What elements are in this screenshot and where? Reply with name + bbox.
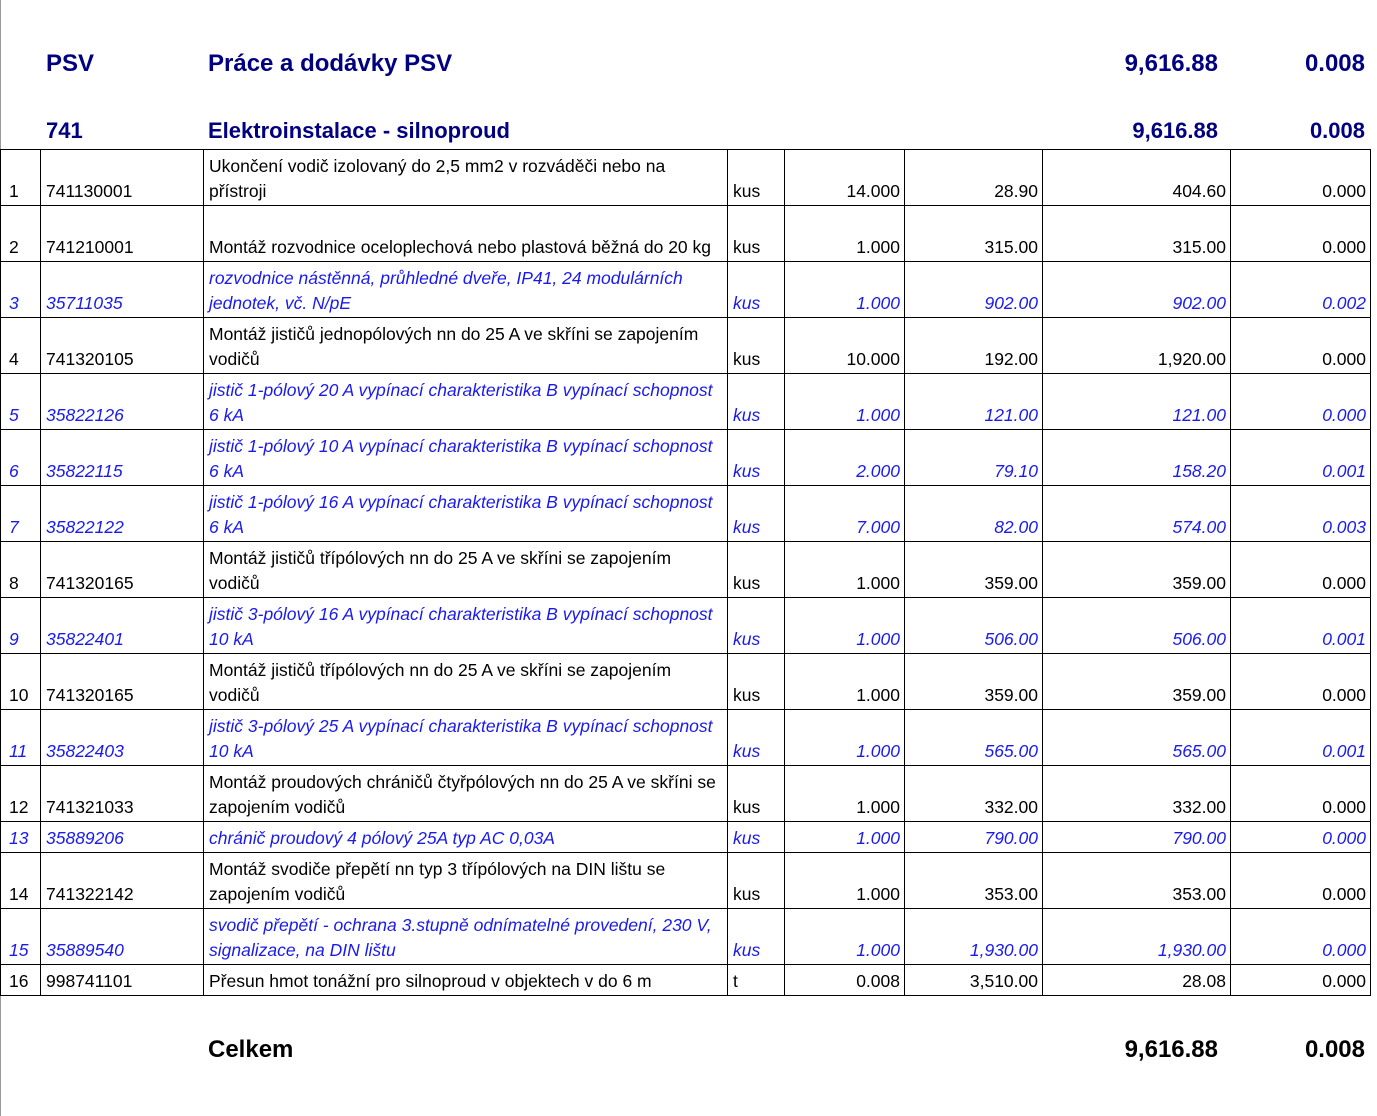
item-weight: 0.003	[1231, 486, 1371, 542]
item-total-price: 359.00	[1043, 542, 1231, 598]
item-quantity: 10.000	[785, 318, 905, 374]
row-number: 16	[1, 965, 41, 996]
item-code: 35822401	[41, 598, 204, 654]
row-number: 5	[1, 374, 41, 430]
item-description: Montáž svodiče přepětí nn typ 3 třípólových na DIN lištu se zapojením vodičů	[204, 853, 728, 909]
item-total-price: 790.00	[1043, 822, 1231, 853]
item-code: 35822122	[41, 486, 204, 542]
item-total-price: 404.60	[1043, 150, 1231, 206]
total-weight: 0.008	[1304, 1036, 1365, 1063]
item-unit-price: 353.00	[905, 853, 1043, 909]
total-price: 9,616.88	[1124, 1036, 1218, 1063]
item-unit-price: 790.00	[905, 822, 1043, 853]
item-description: jistič 3-pólový 16 A vypínací charakteristika B vypínací schopnost 10 kA	[204, 598, 728, 654]
item-unit: kus	[728, 486, 785, 542]
item-unit-price: 359.00	[905, 542, 1043, 598]
item-unit: kus	[728, 822, 785, 853]
item-quantity: 0.008	[785, 965, 905, 996]
item-unit: kus	[728, 318, 785, 374]
item-unit: kus	[728, 766, 785, 822]
item-description: jistič 3-pólový 25 A vypínací charakteristika B vypínací schopnost 10 kA	[204, 710, 728, 766]
item-unit-price: 1,930.00	[905, 909, 1043, 965]
section-code: PSV	[46, 50, 95, 77]
item-weight: 0.001	[1231, 598, 1371, 654]
item-description: Montáž jističů třípólových nn do 25 A ve skříni se zapojením vodičů	[204, 542, 728, 598]
item-weight: 0.000	[1231, 853, 1371, 909]
item-quantity: 7.000	[785, 486, 905, 542]
item-total-price: 574.00	[1043, 486, 1231, 542]
item-weight: 0.000	[1231, 909, 1371, 965]
row-number: 13	[1, 822, 41, 853]
item-code: 741320105	[41, 318, 204, 374]
item-weight: 0.002	[1231, 262, 1371, 318]
item-unit: kus	[728, 853, 785, 909]
item-total-price: 359.00	[1043, 654, 1231, 710]
item-total-price: 1,920.00	[1043, 318, 1231, 374]
table-row	[1, 206, 1371, 262]
item-total-price: 565.00	[1043, 710, 1231, 766]
section-price: 9,616.88	[1124, 50, 1218, 77]
item-unit-price: 3,510.00	[905, 965, 1043, 996]
item-description: svodič přepětí - ochrana 3.stupně odnímatelné provedení, 230 V, signalizace, na DIN lištu	[204, 909, 728, 965]
item-quantity: 1.000	[785, 262, 905, 318]
item-code: 35711035	[41, 262, 204, 318]
row-number: 9	[1, 598, 41, 654]
row-number: 2	[1, 206, 41, 262]
item-unit-price: 359.00	[905, 654, 1043, 710]
table-row	[1, 262, 1371, 318]
item-quantity: 1.000	[785, 206, 905, 262]
item-description: Montáž proudových chráničů čtyřpólových nn do 25 A ve skříni se zapojením vodičů	[204, 766, 728, 822]
item-unit-price: 902.00	[905, 262, 1043, 318]
item-unit-price: 79.10	[905, 430, 1043, 486]
table-row	[1, 374, 1371, 430]
item-code: 741322142	[41, 853, 204, 909]
item-unit: kus	[728, 909, 785, 965]
row-number: 4	[1, 318, 41, 374]
item-unit-price: 28.90	[905, 150, 1043, 206]
item-total-price: 28.08	[1043, 965, 1231, 996]
item-unit: kus	[728, 262, 785, 318]
item-unit: kus	[728, 430, 785, 486]
table-row	[1, 318, 1371, 374]
item-code: 998741101	[41, 965, 204, 996]
item-weight: 0.000	[1231, 374, 1371, 430]
table-row	[1, 430, 1371, 486]
item-weight: 0.000	[1231, 206, 1371, 262]
item-unit: kus	[728, 374, 785, 430]
item-description: chránič proudový 4 pólový 25A typ AC 0,03A	[204, 822, 728, 853]
table-row	[1, 853, 1371, 909]
row-number: 10	[1, 654, 41, 710]
item-unit-price: 332.00	[905, 766, 1043, 822]
row-number: 12	[1, 766, 41, 822]
item-total-price: 121.00	[1043, 374, 1231, 430]
item-description: Přesun hmot tonážní pro silnoproud v objektech v do 6 m	[204, 965, 728, 996]
item-weight: 0.001	[1231, 710, 1371, 766]
item-weight: 0.000	[1231, 318, 1371, 374]
item-unit: kus	[728, 710, 785, 766]
item-code: 741320165	[41, 654, 204, 710]
row-number: 6	[1, 430, 41, 486]
item-description: jistič 1-pólový 20 A vypínací charakteristika B vypínací schopnost 6 kA	[204, 374, 728, 430]
table-row	[1, 654, 1371, 710]
item-unit-price: 315.00	[905, 206, 1043, 262]
item-code: 741210001	[41, 206, 204, 262]
row-number: 7	[1, 486, 41, 542]
total-label: Celkem	[208, 1036, 294, 1063]
subsection-price: 9,616.88	[1132, 118, 1218, 143]
table-row	[1, 598, 1371, 654]
subsection-code: 741	[46, 118, 83, 143]
item-unit: kus	[728, 150, 785, 206]
item-quantity: 1.000	[785, 853, 905, 909]
item-code: 35822126	[41, 374, 204, 430]
item-weight: 0.000	[1231, 766, 1371, 822]
item-description: jistič 1-pólový 10 A vypínací charakteristika B vypínací schopnost 6 kA	[204, 430, 728, 486]
item-weight: 0.000	[1231, 822, 1371, 853]
table-row	[1, 822, 1371, 853]
item-weight: 0.000	[1231, 654, 1371, 710]
item-description: Montáž rozvodnice oceloplechová nebo plastová běžná do 20 kg	[204, 206, 728, 262]
table-row	[1, 909, 1371, 965]
item-quantity: 2.000	[785, 430, 905, 486]
item-quantity: 1.000	[785, 374, 905, 430]
item-quantity: 1.000	[785, 654, 905, 710]
item-unit-price: 192.00	[905, 318, 1043, 374]
item-code: 35822115	[41, 430, 204, 486]
item-total-price: 1,930.00	[1043, 909, 1231, 965]
item-unit-price: 121.00	[905, 374, 1043, 430]
section-title: Práce a dodávky PSV	[208, 50, 453, 77]
item-total-price: 332.00	[1043, 766, 1231, 822]
item-description: Montáž jističů jednopólových nn do 25 A ve skříni se zapojením vodičů	[204, 318, 728, 374]
item-quantity: 1.000	[785, 710, 905, 766]
section-weight: 0.008	[1304, 50, 1365, 77]
item-code: 741321033	[41, 766, 204, 822]
item-total-price: 353.00	[1043, 853, 1231, 909]
item-quantity: 1.000	[785, 598, 905, 654]
item-total-price: 902.00	[1043, 262, 1231, 318]
row-number: 1	[1, 150, 41, 206]
item-code: 741130001	[41, 150, 204, 206]
item-weight: 0.000	[1231, 150, 1371, 206]
items-table	[0, 149, 1371, 996]
item-code: 35889540	[41, 909, 204, 965]
item-code: 35889206	[41, 822, 204, 853]
table-row	[1, 486, 1371, 542]
item-description: jistič 1-pólový 16 A vypínací charakteristika B vypínací schopnost 6 kA	[204, 486, 728, 542]
item-total-price: 315.00	[1043, 206, 1231, 262]
item-unit: t	[728, 965, 785, 996]
row-number: 15	[1, 909, 41, 965]
item-code: 35822403	[41, 710, 204, 766]
row-number: 3	[1, 262, 41, 318]
item-total-price: 506.00	[1043, 598, 1231, 654]
item-unit: kus	[728, 542, 785, 598]
item-quantity: 1.000	[785, 766, 905, 822]
item-total-price: 158.20	[1043, 430, 1231, 486]
item-weight: 0.001	[1231, 430, 1371, 486]
subsection-title: Elektroinstalace - silnoproud	[208, 118, 510, 143]
item-unit: kus	[728, 654, 785, 710]
item-quantity: 14.000	[785, 150, 905, 206]
item-quantity: 1.000	[785, 822, 905, 853]
item-unit-price: 82.00	[905, 486, 1043, 542]
item-weight: 0.000	[1231, 542, 1371, 598]
item-description: Montáž jističů třípólových nn do 25 A ve skříni se zapojením vodičů	[204, 654, 728, 710]
item-code: 741320165	[41, 542, 204, 598]
table-row	[1, 542, 1371, 598]
item-unit: kus	[728, 206, 785, 262]
row-number: 14	[1, 853, 41, 909]
subsection-weight: 0.008	[1309, 118, 1365, 143]
table-row	[1, 710, 1371, 766]
item-unit: kus	[728, 598, 785, 654]
row-number: 8	[1, 542, 41, 598]
table-row	[1, 965, 1371, 996]
item-description: rozvodnice nástěnná, průhledné dveře, IP41, 24 modulárních jednotek, vč. N/pE	[204, 262, 728, 318]
item-unit-price: 565.00	[905, 710, 1043, 766]
item-quantity: 1.000	[785, 542, 905, 598]
item-unit-price: 506.00	[905, 598, 1043, 654]
row-number: 11	[1, 710, 41, 766]
item-weight: 0.000	[1231, 965, 1371, 996]
table-row	[1, 150, 1371, 206]
item-description: Ukončení vodič izolovaný do 2,5 mm2 v rozváděči nebo na přístroji	[204, 150, 728, 206]
item-quantity: 1.000	[785, 909, 905, 965]
table-row	[1, 766, 1371, 822]
